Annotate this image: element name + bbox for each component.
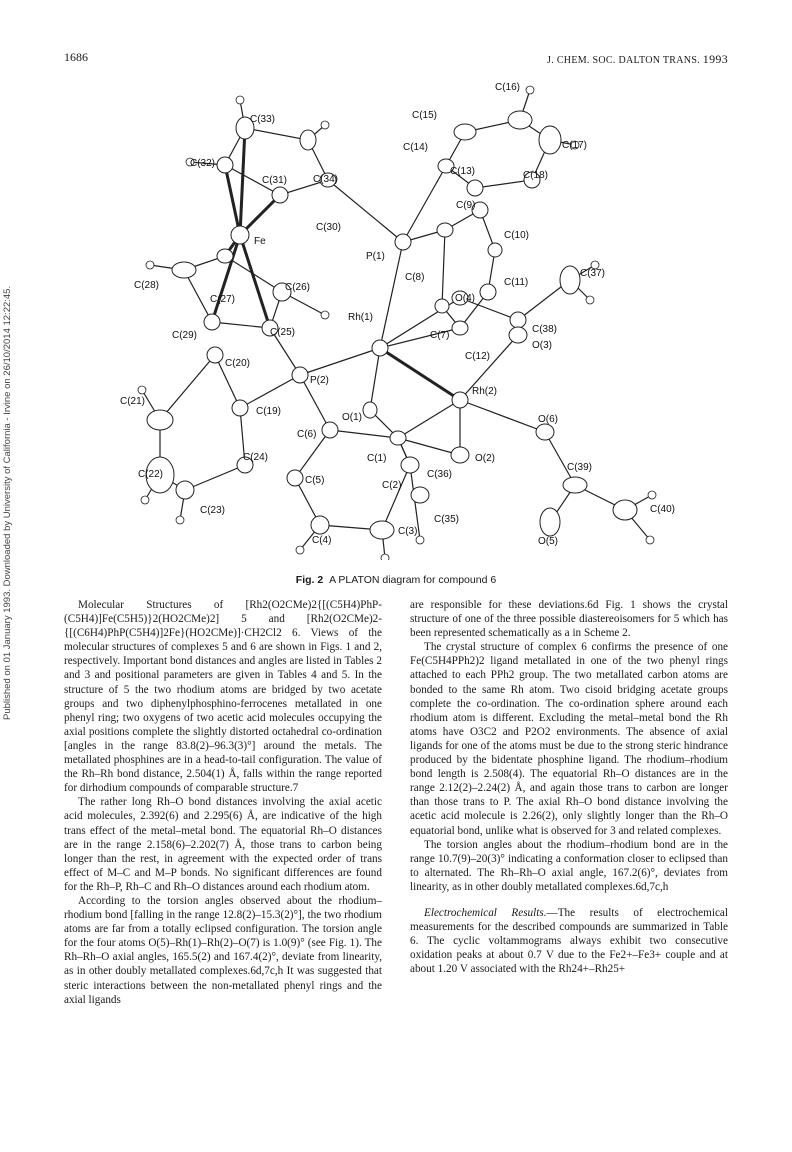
atom-labels [120,82,675,547]
atom-label: C(26) [285,282,311,293]
atom-label: O(2) [475,453,495,464]
paragraph: are responsible for these deviations.6d Fig. 1 shows the crystal structure of one of the three possible diastereoisomers for 5 which has been represented schematically as a in Scheme 2. [410,599,728,640]
figure-caption-text: A PLATON diagram for compound 6 [329,574,497,586]
atom-label: C(3) [398,526,418,537]
atom-label: C(35) [434,514,460,525]
figure-caption [0,574,792,586]
atom-label: C(36) [427,469,453,480]
atom-label: C(28) [134,280,160,291]
left-column [64,598,382,1007]
atom-label: Rh(2) [472,386,498,397]
paragraph: According to the torsion angles observed about the rhodium–rhodium bond [falling in the range 12.8(2)–15.3(2)°], the two rhodium atoms are far from a totally eclipsed configuration. The torsion angle for the four atoms O(5)–Rh(1)–Rh(2)–O(7) is 1.0(9)° (see Fig. 1). The Rh–Rh–O axial angles, 165.5(2) and 167.4(2)°, deviate from linearity, as in other doubly metallated complexes.6d,7c,h It was suggested that steric interactions between the non-metallated phenyl rings and the axial ligands [64,894,382,1006]
atom-label: C(15) [412,110,438,121]
atom-label: C(19) [256,406,282,417]
paragraph: Molecular Structures of [Rh2(O2CMe)2{[(C5H4)PhP-(C5H4)]Fe(C5H5)}2(HO2CMe)2] 5 and [Rh2(O2CMe)2-{[(C6H4)PhP(C5H4)]2Fe}(HO2CMe)]·CH2Cl2 6. Views of the molecular structures of complexes 5 and 6 are shown in Figs. 1 and 2, respectively. Important bond distances and angles are listed in Tables 2 and 3 and positional parameters are given in Tables 4 and 5. In the structure of 5 the two rhodium atoms are bridged by two acetate groups and two diphenylphosphino-ferrocenes metallated in one phenyl ring; two oxygens of two acetic acid molecules occupying the axial positions complete the slightly distorted octahedral co-ordination [angles in the range 83.8(2)–96.3(3)°] around the metals. The metallated phosphines are in a head-to-tail configuration. The value of the Rh–Rh bond distance, 2.504(1) Å, falls within the range reported for dirhodium compounds of comparable structure.7 [64,599,382,795]
atom-label: C(16) [495,82,521,93]
atom-label: C(22) [138,469,164,480]
atom-label: C(17) [562,140,588,151]
atom-label: C(13) [450,166,476,177]
atom-label: C(14) [403,142,429,153]
download-watermark: Published on 01 January 1993. Downloaded by University of California - Irvine on 26/10/2014 12:22:45. [2,285,13,720]
atom-label: C(24) [243,452,269,463]
paragraph [410,906,728,976]
atom-label: O(5) [538,536,558,547]
paragraph: The crystal structure of complex 6 confirms the presence of one Fe(C5H4PPh2)2 ligand metallated in one of the two phenyl rings attached to each PPh2 group. The two metallated carbon atoms are bonded to the same Rh atom. Two cisoid bridging acetate groups complete the co-ordination. The co-ordination sphere around each rhodium atom is different. Excluding the metal–metal bond the Rh atoms have O3C2 and P2O2 environments. The absence of axial ligands for one of the atoms must be due to the strong steric hindrance produced by the bidentate phosphine ligand. The rhodium–rhodium bond length is 2.508(4). The equatorial Rh–O distances are in the range 2.12(2)–2.24(2) Å, and again those trans to carbon are longer than those trans to P. The axial Rh–O bond distance involving the acetic acid molecule is 2.26(2), only slightly longer than the Rh–O equatorial bond, unlike what is observed for 3 and related complexes. [410,641,728,837]
atom-label: C(25) [270,327,296,338]
atom-label: C(10) [504,230,530,241]
paragraph: The rather long Rh–O bond distances involving the axial acetic acid molecules, 2.392(6) and 2.295(6) Å, are indicative of the high trans effect of the metal–metal bond. The equatorial Rh–O distances are in the range 2.158(6)–2.202(7) Å, those trans to carbon being longer than the rest, in agreement with the expected order of trans effect of M–C and M–P bonds. No significant differences are found for the Rh–P, Rh–C and Rh–O distances around each rhodium atom. [64,796,382,893]
paragraph: The torsion angles about the rhodium–rhodium bond are in the range 10.7(9)–20(3)° indicating a conformation closer to eclipsed than to alternated. The Rh–Rh–O axial angle, 167.2(6)°, deviates from linearity, as in other doubly metallated complexes.6d,7c,h [410,838,728,893]
atom-label: O(3) [532,340,552,351]
journal-year: 1993 [702,52,728,66]
atom-label: C(12) [465,351,491,362]
atom-label: C(29) [172,330,198,341]
atom-label: C(2) [382,480,402,491]
atom-label: C(11) [504,277,529,288]
atom-label: C(18) [523,170,549,181]
atom-label: C(31) [262,175,288,186]
atom-label: C(38) [532,324,558,335]
atom-label: O(4) [455,293,475,304]
atom-label: C(20) [225,358,251,369]
section-text: —The results of electrochemical measurements for the described compounds are summarized in Table 6. The cyclic voltammograms always exhibit two consecutive oxidation peaks at about 0.7 V due to the Fe2+–Fe3+ couple and at about 1.20 V associated with the Rh24+–Rh25+ [410,906,728,976]
atom-label: C(33) [250,114,276,125]
atom-label: C(9) [456,200,476,211]
atom-label: P(2) [310,375,329,386]
running-header [547,52,728,67]
atom-label: O(6) [538,414,558,425]
atom-label: O(1) [342,412,362,423]
atom-label: Rh(1) [348,312,374,323]
journal-name: J. CHEM. SOC. DALTON TRANS. [547,55,700,66]
atom-label: C(7) [430,330,450,341]
atom-label: C(27) [210,294,236,305]
atom-label: P(1) [366,251,385,262]
atom-label: C(5) [305,475,325,486]
atom-label: C(21) [120,396,146,407]
atom-label: C(37) [580,268,606,279]
page-number: 1686 [64,50,88,64]
molecular-structure-figure [120,70,680,560]
atom-label: C(39) [567,462,593,473]
atom-label: C(1) [367,453,387,464]
atom-label: C(34) [313,174,339,185]
atom-label: C(32) [190,158,216,169]
figure-caption-label: Fig. 2 [295,574,324,586]
atom-label: C(8) [405,272,425,283]
atom-label: C(23) [200,505,226,516]
atom-label: Fe [254,236,266,247]
atom-label: C(6) [297,429,317,440]
atom-label: C(40) [650,504,676,515]
atom-label: C(4) [312,535,332,546]
atom-label: C(30) [316,222,342,233]
platon-diagram [120,70,680,560]
section-title: Electrochemical Results. [424,906,547,919]
right-column [410,598,728,976]
